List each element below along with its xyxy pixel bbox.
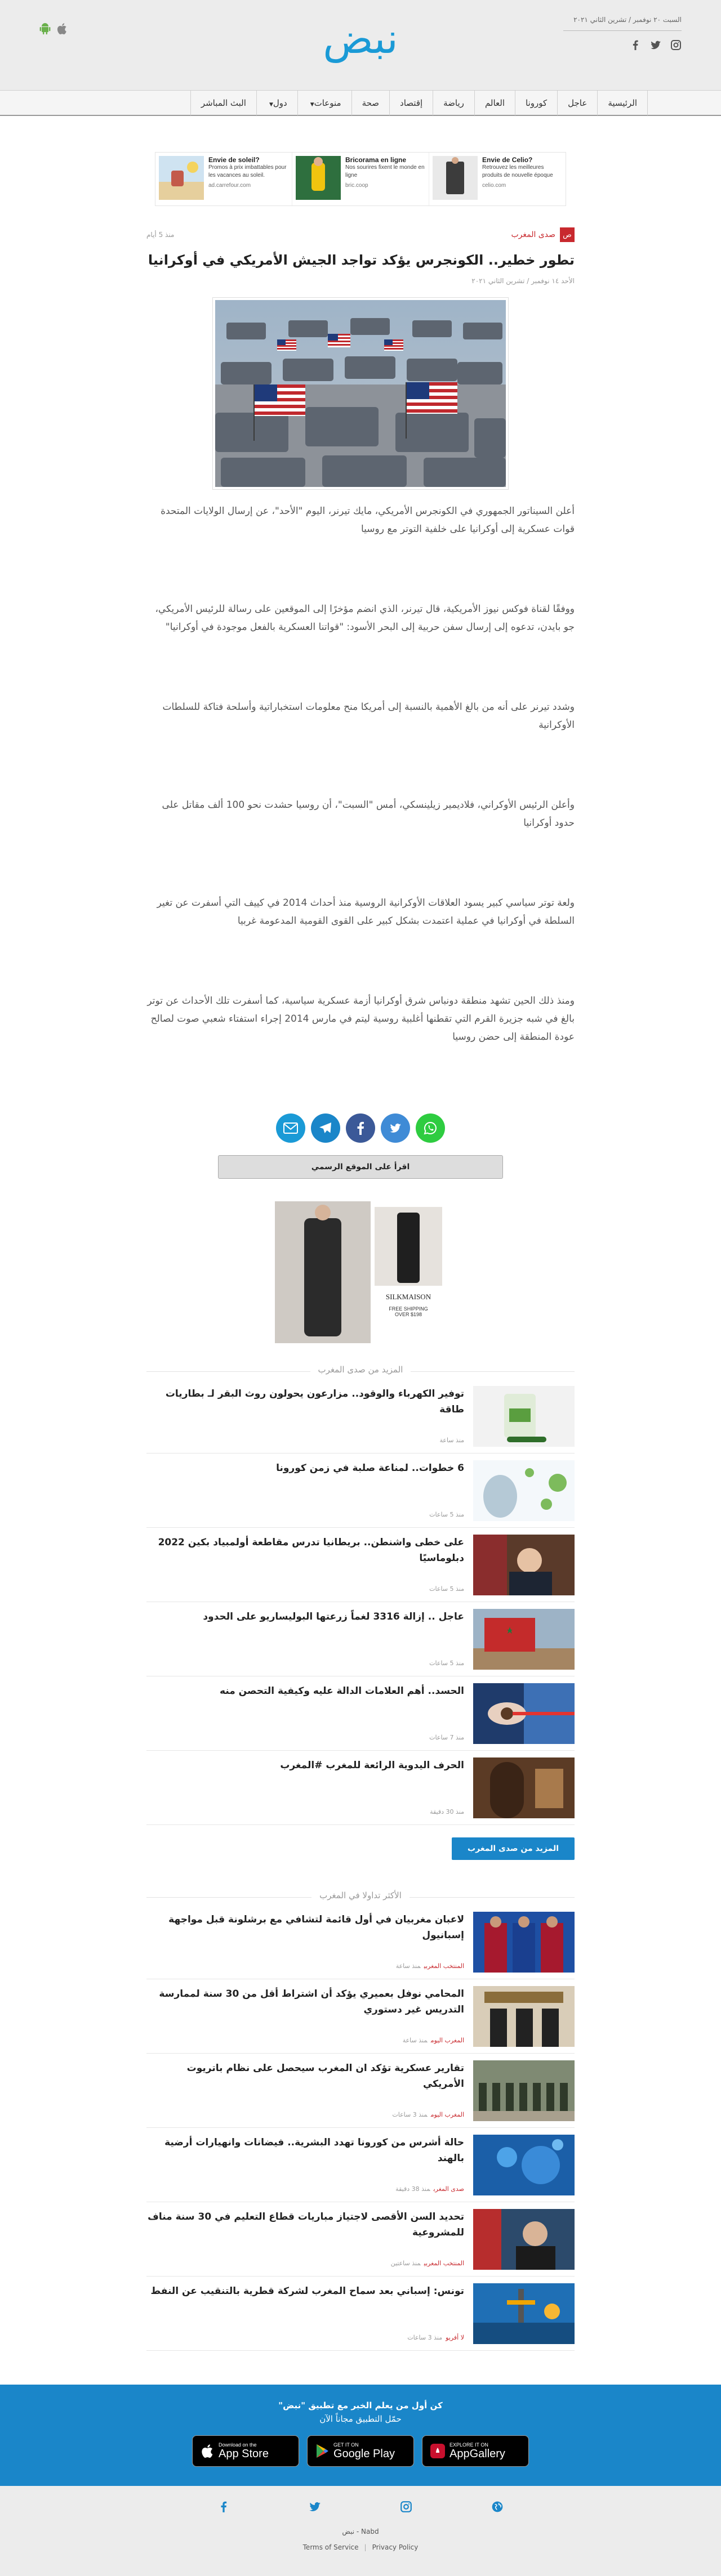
item-source[interactable]: المنتخب المغربي: [424, 2260, 464, 2267]
footer-link-separator: |: [364, 2543, 367, 2551]
facebook-icon[interactable]: [346, 1113, 375, 1143]
item-thumbnail: [473, 1683, 575, 1744]
article-source-row: [146, 227, 575, 242]
main-nav: [0, 90, 721, 116]
twitter-icon[interactable]: [309, 2501, 321, 2513]
list-item[interactable]: [146, 1454, 575, 1528]
ad-box-image: [275, 1201, 371, 1343]
item-meta: [146, 2185, 464, 2195]
item-meta: منذ 5 ساعات: [429, 1511, 464, 1518]
whatsapp-icon[interactable]: [416, 1113, 445, 1143]
article-paragraph: أعلن السيناتور الجمهوري في الكونجرس الأمريكي، مايك تيرنر، اليوم "الأحد"، عن إرسال الولايات المتحدة قوات عسكرية إلى أوكرانيا على خلفية التوتر مع روسيا: [161, 506, 575, 535]
more-from-list: [146, 1379, 575, 1825]
apple-icon[interactable]: [56, 23, 68, 37]
nav-item-sports[interactable]: رياضة: [433, 91, 474, 115]
facebook-icon[interactable]: [630, 39, 641, 51]
article-paragraph: وشدد تيرنر على أنه من بالغ الأهمية بالنسبة إلى أمريكا منح معلومات استخباراتية وأسلحة فتاكة للسلطات الأوكرانية: [162, 701, 575, 731]
item-thumbnail: [473, 1986, 575, 2047]
read-on-official-site-button[interactable]: اقرأ على الموقع الرسمي: [218, 1155, 503, 1179]
footer-brand: Nabd - نبض: [342, 2528, 379, 2535]
article-paragraph: ولعة توتر سياسي كبير يسود العلاقات الأوكرانية الروسية منذ أحداث 2014 في كييف التي أسفرت عن تغير السلطة في أوكرانيا في عملية اعتمدت بشكل كبير على القوى القومية المدعومة غربيا: [157, 897, 575, 927]
item-meta: منذ 5 ساعات: [429, 1585, 464, 1593]
nav-item-misc-label: منوعات: [314, 98, 341, 108]
header-divider: [563, 30, 682, 31]
item-thumbnail: [473, 2135, 575, 2195]
google-play-icon: [315, 2444, 329, 2458]
app-gallery-button[interactable]: EXPLORE IT ON AppGallery: [422, 2435, 529, 2467]
trending-heading: الأكثر تداولا في المغرب: [146, 1890, 575, 1905]
twitter-icon[interactable]: [381, 1113, 410, 1143]
ad-text: Envie de Celio? Retrouvez les meilleures produits de nouvelle époque celio.com: [482, 156, 553, 189]
ad-text: Bricorama en ligne Nos sourires fixent le monde en ligne bric.coop: [345, 156, 425, 189]
item-thumbnail: [473, 1912, 575, 1973]
ad-text: Envie de soleil? Promos à prix imbattables pour les vacances au soleil. ad.carrefour.com: [208, 156, 287, 189]
item-meta: منذ 7 ساعات: [429, 1734, 464, 1741]
list-item[interactable]: [146, 1602, 575, 1676]
app-promo: [0, 2385, 721, 2486]
site-header: [0, 0, 721, 90]
ad-box-note1: FREE SHIPPING: [389, 1306, 428, 1312]
item-title: تونس: إسباني بعد سماح المغرب لشركة قطرية بالتنقيب عن النفط: [150, 2286, 464, 2297]
nav-item-home[interactable]: الرئيسية: [597, 91, 648, 115]
header-social: [630, 39, 682, 51]
ad-image: [296, 156, 341, 200]
article-paragraph: ومنذ ذلك الحين تشهد منطقة دونباس شرق أوكرانيا أزمة عسكرية سياسية، كما أسفرت تلك الأحداث عن توتر بالغ في شبه جزيرة القرم التي تقطنها أغلبية روسية ليتم في مارس 2014 إجراء استفتاء شعبي صوت لصالح عودة المنطقة إلى حضن روسيا: [147, 995, 575, 1043]
terms-link[interactable]: Terms of Service: [302, 2543, 359, 2551]
article-source-link[interactable]: [511, 227, 575, 242]
item-thumbnail: [473, 1535, 575, 1595]
item-title: لاعبان مغربيان في أول قائمة لتشافي مع برشلونة قبل مواجهة إسبانيول: [168, 1914, 464, 1941]
ad-box[interactable]: [275, 1201, 446, 1343]
item-thumbnail: [473, 1757, 575, 1818]
facebook-icon[interactable]: [217, 2501, 230, 2513]
caret-down-icon: ▼: [269, 102, 273, 108]
ad-cell[interactable]: [292, 153, 429, 205]
footer-links: [0, 2543, 721, 2551]
item-title: على خطى واشنطن.. بريطانيا تدرس مقاطعة أولمبياد بكين 2022 دبلوماسيًا: [158, 1537, 464, 1564]
item-meta: منذ 30 دقيقة: [430, 1808, 464, 1815]
article-title: تطور خطير.. الكونجرس يؤكد تواجد الجيش الأمريكي في أوكرانيا: [148, 252, 575, 268]
item-time: منذ 3 ساعات: [392, 2111, 428, 2118]
list-item[interactable]: [146, 2277, 575, 2351]
instagram-icon[interactable]: [400, 2501, 412, 2513]
trending-list: [146, 1905, 575, 2351]
article-source-name: صدى المغرب: [511, 230, 555, 239]
item-source[interactable]: صدى المغرب: [433, 2185, 464, 2193]
app-promo-line2: حمّل التطبيق مجاناً الآن: [319, 2414, 402, 2424]
item-source[interactable]: المغرب اليوم: [430, 2037, 464, 2044]
app-promo-line1: كن أول من يعلم الخبر مع تطبيق "نبض": [278, 2400, 443, 2410]
logo-text: نبض: [323, 16, 398, 63]
share-bar: [146, 1113, 575, 1143]
item-time: منذ 38 دقيقة: [395, 2185, 430, 2193]
footer-social: [0, 2486, 721, 2513]
twitter-icon[interactable]: [650, 39, 661, 51]
nav-item-corona[interactable]: كورونا: [515, 91, 557, 115]
nav-item-world[interactable]: العالم: [474, 91, 515, 115]
item-meta: منذ 5 ساعات: [429, 1660, 464, 1667]
item-thumbnail: [473, 2209, 575, 2270]
nav-item-countries[interactable]: [256, 91, 297, 115]
nav-item-live[interactable]: البث المباشر: [190, 91, 256, 115]
email-icon[interactable]: [276, 1113, 305, 1143]
list-item[interactable]: [146, 1751, 575, 1825]
ad-cell[interactable]: [429, 153, 566, 205]
header-date: السبت ٢٠ نوفمبر / تشرين الثاني ٢٠٢١: [573, 16, 682, 24]
more-from-source-button[interactable]: المزيد من صدى المغرب: [452, 1837, 575, 1860]
app-store-button[interactable]: Download on the App Store: [192, 2435, 299, 2467]
item-thumbnail: [473, 1460, 575, 1521]
ad-image: [433, 156, 478, 200]
privacy-link[interactable]: Privacy Policy: [372, 2543, 419, 2551]
list-item[interactable]: [146, 1905, 575, 1979]
item-time: منذ ساعتين: [390, 2260, 421, 2267]
google-play-button[interactable]: GET IT ON Google Play: [307, 2435, 414, 2467]
ad-image: [159, 156, 204, 200]
android-icon[interactable]: [39, 23, 51, 37]
item-title: الحرف اليدوية الرائعة للمغرب #المغرب: [280, 1760, 464, 1771]
list-item[interactable]: [146, 1528, 575, 1602]
globe-icon[interactable]: [491, 2501, 504, 2513]
article-paragraph: ووفقًا لقناة فوكس نيوز الأمريكية، قال تيرنر، الذي انضم مؤخرًا إلى الموقعين على رسالة للرئيس الأمريكي، جو بايدن، تدعوه إلى إرسال سفن حربية إلى البحر الأسود: "قواتنا العسكرية بالفعل موجودة في أوكرانيا": [155, 603, 575, 633]
item-source[interactable]: المغرب اليوم: [430, 2111, 464, 2118]
ad-box-note2: OVER $198: [394, 1312, 422, 1317]
item-meta: [146, 2260, 464, 2269]
ad-box-side: [371, 1201, 446, 1343]
article-paragraph: وأعلن الرئيس الأوكراني، فلاديمير زيلينسكي، أمس "السبت"، أن روسيا حشدت نحو 100 ألف مقاتل على حدود أوكرانيا: [162, 799, 575, 829]
item-time: منذ 3 ساعات: [407, 2334, 443, 2341]
item-title: عاجل .. إزالة 3316 لغماً زرعتها البوليساريو على الحدود: [203, 1611, 464, 1622]
nav-item-health[interactable]: صحة: [351, 91, 389, 115]
nav-item-economy[interactable]: إقتصاد: [389, 91, 433, 115]
item-meta: [146, 2037, 464, 2046]
list-item[interactable]: [146, 2054, 575, 2128]
more-from-heading: المزيد من صدى المغرب: [146, 1365, 575, 1379]
item-meta: منذ ساعة: [439, 1437, 464, 1444]
item-time: منذ ساعة: [402, 2037, 428, 2044]
item-source[interactable]: المنتخب المغربي: [424, 1962, 464, 1970]
item-meta: [146, 2111, 464, 2121]
caret-down-icon: ▼: [310, 102, 314, 108]
article-age: منذ 5 أيام: [146, 231, 175, 239]
ad-banner[interactable]: [155, 152, 566, 206]
item-time: منذ ساعة: [395, 1962, 421, 1970]
header-app-links: [39, 23, 68, 37]
item-title: المحامي نوفل بعميري يؤكد أن اشتراط أقل من 30 سنة لممارسة التدريس غير دستوري: [159, 1988, 464, 2015]
telegram-icon[interactable]: [311, 1113, 340, 1143]
article-publish-date: الأحد ١٤ نوفمبر / تشرين الثاني ٢٠٢١: [471, 277, 575, 285]
list-item[interactable]: [146, 1379, 575, 1454]
huawei-icon: [430, 2444, 445, 2458]
item-title: توفير الكهرباء والوقود.. مزارعون يحولون روث البقر لـ بطاريات طاقة: [165, 1388, 464, 1415]
item-thumbnail: [473, 2283, 575, 2344]
item-thumbnail: [473, 2060, 575, 2121]
item-title: 6 خطوات.. لمناعة صلبة في زمن كورونا: [276, 1463, 464, 1474]
site-logo[interactable]: [304, 16, 417, 69]
list-item[interactable]: [146, 1676, 575, 1751]
source-logo: ص: [560, 227, 575, 242]
item-title: الحسد.. أهم العلامات الدالة عليه وكيفية التحصن منه: [219, 1685, 464, 1697]
nav-item-misc[interactable]: [297, 91, 351, 115]
article-main: [146, 227, 575, 2351]
item-title: حالة أشرس من كورونا تهدد البشرية.. فيضانات وانهيارات أرضية بالهند: [164, 2137, 464, 2164]
item-meta: [146, 2334, 464, 2344]
list-item[interactable]: [146, 2128, 575, 2202]
item-title: تحديد السن الأقصى لاجتياز مباريات قطاع التعليم في 30 سنة مناف للمشروعية: [148, 2211, 464, 2238]
apple-icon: [201, 2443, 214, 2459]
item-source[interactable]: لا أفريو: [446, 2334, 464, 2341]
more-row: [146, 1825, 575, 1860]
nav-item-urgent[interactable]: عاجل: [557, 91, 597, 115]
ad-cell[interactable]: [155, 153, 292, 205]
list-item[interactable]: [146, 1979, 575, 2054]
nav-item-countries-label: دول: [273, 98, 287, 108]
ad-box-brand: SILKMAISON: [385, 1293, 431, 1301]
item-thumbnail: [473, 1609, 575, 1670]
ad-box-photo: [375, 1207, 442, 1286]
item-meta: [146, 1962, 464, 1972]
instagram-icon[interactable]: [670, 39, 682, 51]
site-footer: [0, 2486, 721, 2576]
list-item[interactable]: [146, 2202, 575, 2277]
item-thumbnail: [473, 1386, 575, 1447]
item-title: تقارير عسكرية تؤكد ان المغرب سيحصل على نظام باتريوت الأمريكي: [186, 2063, 464, 2090]
article-hero-image: [212, 297, 509, 490]
store-buttons: [0, 2435, 721, 2467]
